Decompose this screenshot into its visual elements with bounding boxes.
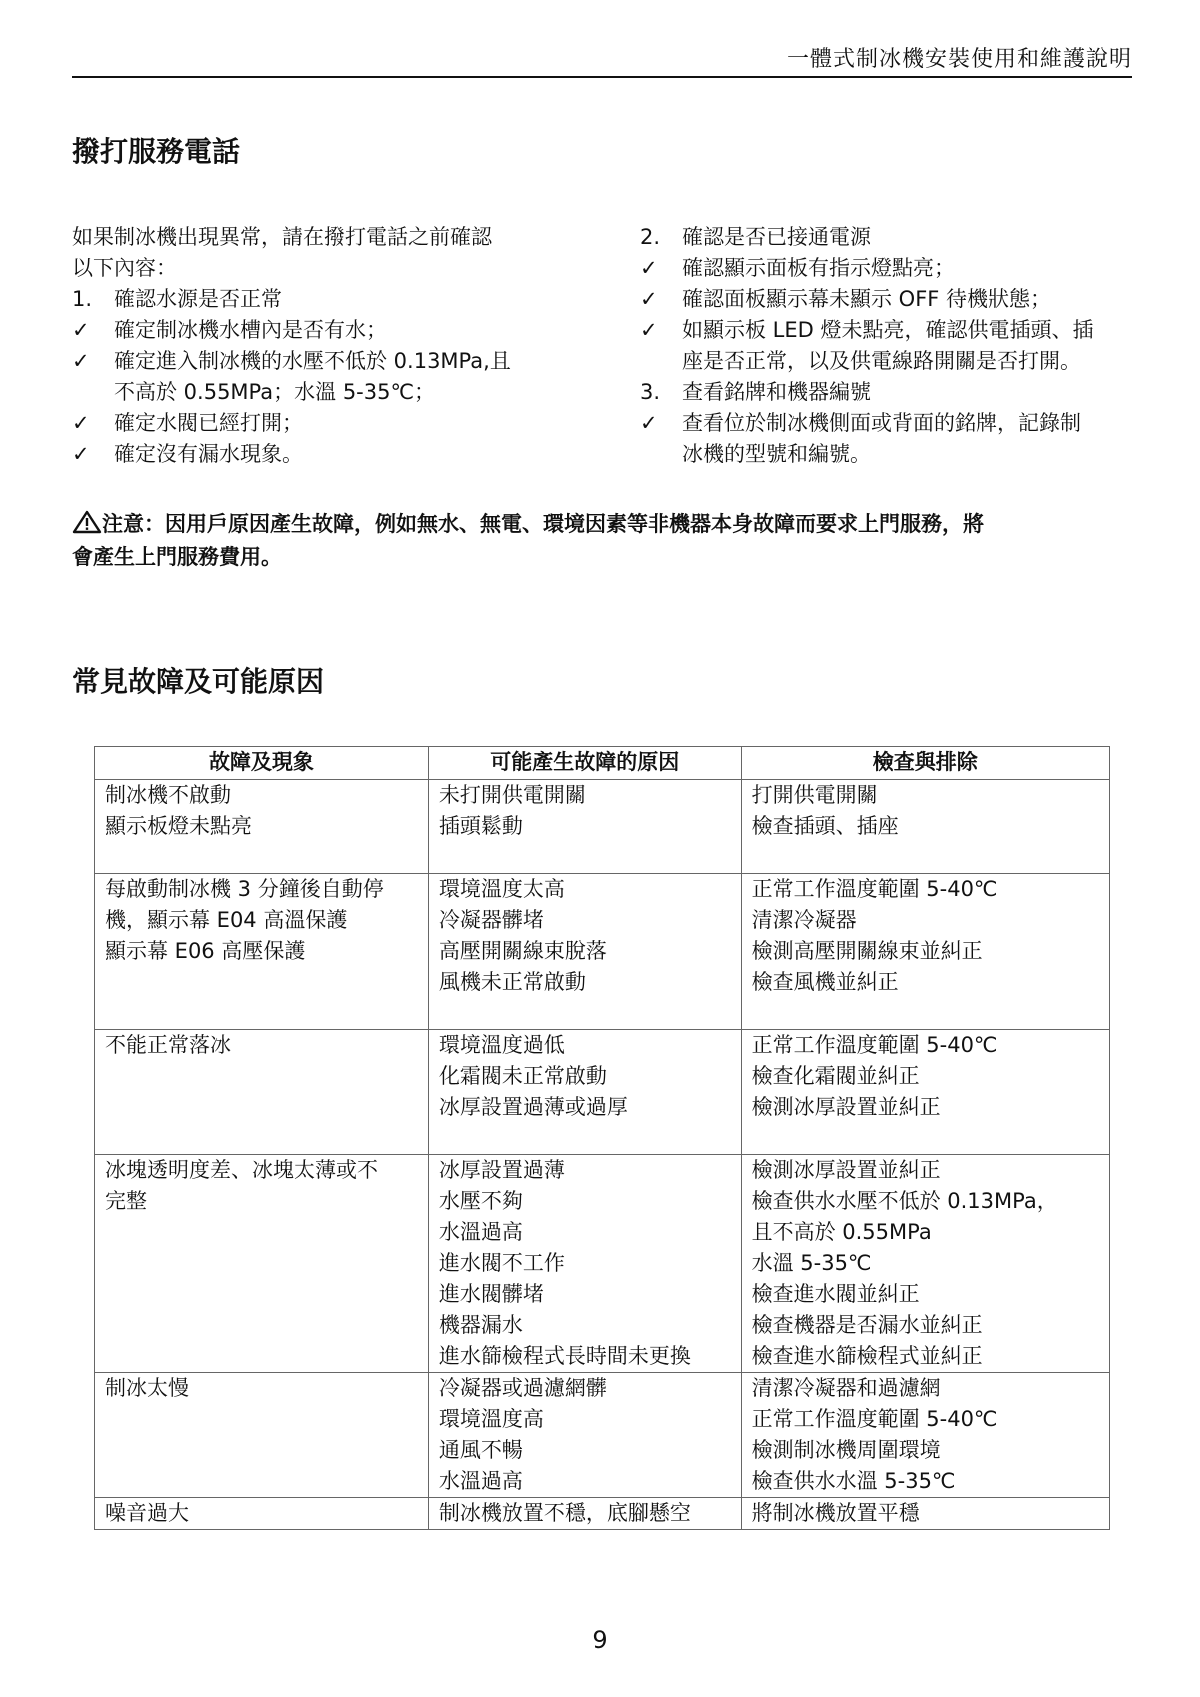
cell-line: 完整	[105, 1189, 147, 1213]
cell-line: 正常工作溫度範圍 5-40℃	[751, 877, 998, 901]
item-text: 冰機的型號和編號。	[682, 442, 871, 466]
cell-line: 檢測冰厚設置並糾正	[751, 1095, 941, 1119]
checkmark-icon: ✓	[72, 442, 90, 466]
check-item	[72, 346, 602, 377]
cell-line: 進水閥不工作	[438, 1251, 565, 1275]
causes-cell	[428, 874, 741, 1030]
fault-table	[94, 746, 1110, 1530]
cell-line: 風機未正常啟動	[438, 970, 586, 994]
cell-line: 制冰機不啟動	[105, 783, 231, 807]
fixes-cell	[741, 1373, 1109, 1498]
cell-line: 正常工作溫度範圍 5-40℃	[751, 1033, 998, 1057]
fixes-cell	[741, 1030, 1109, 1155]
service-checklist-left	[72, 222, 602, 470]
item-number: 2.	[640, 225, 661, 249]
cell-line: 未打開供電開關	[438, 783, 586, 807]
warning-triangle-icon	[72, 510, 102, 534]
cell-line: 不能正常落冰	[105, 1033, 231, 1057]
cell-line: 且不高於 0.55MPa	[751, 1220, 932, 1244]
check-item	[640, 284, 1150, 315]
cell-line: 每啟動制冰機 3 分鐘後自動停	[105, 877, 384, 901]
symptom-cell	[95, 1373, 429, 1498]
page-number: 9	[592, 1626, 608, 1654]
cell-line: 環境溫度過低	[438, 1033, 565, 1057]
check-item	[72, 439, 602, 470]
cell-line: 環境溫度高	[438, 1407, 544, 1431]
cell-line: 檢查供水水溫 5-35℃	[751, 1469, 956, 1493]
table-row	[95, 780, 1110, 874]
item-text: 確定進入制冰機的水壓不低於 0.13MPa,且	[114, 349, 511, 373]
check-item	[72, 408, 602, 439]
cell-line: 冷凝器髒堵	[438, 908, 544, 932]
cell-line: 檢查進水篩檢程式並糾正	[751, 1344, 983, 1368]
causes-cell	[428, 1498, 741, 1530]
cell-line: 檢查機器是否漏水並糾正	[751, 1313, 983, 1337]
table-row	[95, 874, 1110, 1030]
numbered-item	[72, 284, 602, 315]
symptom-cell	[95, 1155, 429, 1373]
cell-line: 機器漏水	[438, 1313, 523, 1337]
cell-line: 通風不暢	[438, 1438, 523, 1462]
header-title: 一體式制冰機安裝使用和維護說明	[786, 47, 1132, 72]
symptom-cell	[95, 780, 429, 874]
indent	[640, 439, 682, 470]
item-continuation	[640, 346, 1150, 377]
symptom-cell	[95, 1498, 429, 1530]
item-text: 不高於 0.55MPa；水溫 5-35℃；	[114, 380, 436, 404]
notice-line1: 注意：因用戶原因產生故障，例如無水、無電、環境因素等非機器本身故障而要求上門服務，將	[102, 512, 984, 536]
checkmark-icon: ✓	[640, 318, 658, 342]
cell-line: 環境溫度太高	[438, 877, 565, 901]
cell-line: 檢測高壓開關線束並糾正	[751, 939, 983, 963]
check-item	[640, 408, 1150, 439]
cell-line: 檢查供水水壓不低於 0.13MPa，	[751, 1189, 1058, 1213]
cell-line: 冰厚設置過薄或過厚	[438, 1095, 628, 1119]
fixes-cell	[741, 1498, 1109, 1530]
cell-line: 機，顯示幕 E04 高溫保護	[105, 908, 348, 932]
section-title-service-call: 撥打服務電話	[72, 135, 241, 168]
cell-line: 冷凝器或過濾網髒	[438, 1376, 607, 1400]
item-text: 確認面板顯示幕未顯示 OFF 待機狀態；	[682, 287, 1052, 311]
cell-line: 高壓開關線束脫落	[438, 939, 607, 963]
checkmark-icon: ✓	[640, 411, 658, 435]
item-text: 確認顯示面板有指示燈點亮；	[682, 256, 955, 280]
item-continuation	[640, 439, 1150, 470]
item-text: 確認是否已接通電源	[682, 225, 871, 249]
notice-line2: 會產生上門服務費用。	[72, 545, 282, 569]
check-item	[640, 253, 1150, 284]
cell-line: 水溫過高	[438, 1469, 523, 1493]
item-number: 1.	[72, 287, 93, 311]
item-text: 確定沒有漏水現象。	[114, 442, 303, 466]
fixes-cell	[741, 780, 1109, 874]
indent	[640, 346, 682, 377]
cell-line: 檢測制冰機周圍環境	[751, 1438, 941, 1462]
header-causes: 可能產生故障的原因	[428, 747, 741, 780]
cell-line: 正常工作溫度範圍 5-40℃	[751, 1407, 998, 1431]
cell-line: 進水篩檢程式長時間未更換	[438, 1344, 691, 1368]
service-fee-notice	[72, 508, 1142, 574]
checkmark-icon: ✓	[640, 287, 658, 311]
service-checklist-right	[640, 222, 1150, 470]
cell-line: 檢測冰厚設置並糾正	[751, 1158, 941, 1182]
header-rule	[72, 76, 1132, 78]
item-text: 座是否正常，以及供電線路開關是否打開。	[682, 349, 1081, 373]
cell-line: 進水閥髒堵	[438, 1282, 544, 1306]
fault-table-header-row	[95, 747, 1110, 780]
item-text: 確認水源是否正常	[114, 287, 282, 311]
checkmark-icon: ✓	[72, 318, 90, 342]
cell-line: 檢查進水閥並糾正	[751, 1282, 920, 1306]
causes-cell	[428, 1155, 741, 1373]
check-item	[72, 315, 602, 346]
section-title-common-faults: 常見故障及可能原因	[72, 665, 325, 698]
cell-line: 顯示板燈未點亮	[105, 814, 252, 838]
checkmark-icon: ✓	[640, 256, 658, 280]
causes-cell	[428, 780, 741, 874]
cell-line: 檢查插頭、插座	[751, 814, 899, 838]
cell-line: 化霜閥未正常啟動	[438, 1064, 607, 1088]
numbered-item	[640, 222, 1150, 253]
intro-text: 如果制冰機出現異常，請在撥打電話之前確認	[72, 225, 492, 249]
cell-line: 將制冰機放置平穩	[751, 1501, 920, 1525]
item-text: 查看位於制冰機側面或背面的銘牌，記錄制	[682, 411, 1081, 435]
fixes-cell	[741, 874, 1109, 1030]
item-text: 確定水閥已經打開；	[114, 411, 303, 435]
cell-line: 噪音過大	[105, 1501, 189, 1525]
cell-line: 清潔冷凝器	[751, 908, 857, 932]
cell-line: 制冰太慢	[105, 1376, 189, 1400]
table-row	[95, 1030, 1110, 1155]
check-item	[640, 315, 1150, 346]
fixes-cell	[741, 1155, 1109, 1373]
cell-line: 水溫 5-35℃	[751, 1251, 872, 1275]
cell-line: 插頭鬆動	[438, 814, 523, 838]
checkmark-icon: ✓	[72, 411, 90, 435]
item-text: 確定制冰機水槽內是否有水；	[114, 318, 387, 342]
symptom-cell	[95, 1030, 429, 1155]
cell-line: 顯示幕 E06 高壓保護	[105, 939, 306, 963]
cell-line: 冰厚設置過薄	[438, 1158, 565, 1182]
cell-line: 檢查風機並糾正	[751, 970, 899, 994]
cell-line: 水壓不夠	[438, 1189, 523, 1213]
table-row	[95, 1498, 1110, 1530]
item-continuation	[72, 377, 602, 408]
item-number: 3.	[640, 380, 661, 404]
indent	[72, 377, 114, 408]
checkmark-icon: ✓	[72, 349, 90, 373]
cell-line: 水溫過高	[438, 1220, 523, 1244]
header-symptom: 故障及現象	[95, 747, 429, 780]
causes-cell	[428, 1373, 741, 1498]
table-row	[95, 1155, 1110, 1373]
intro-text: 以下內容：	[72, 256, 177, 280]
cell-line: 清潔冷凝器和過濾網	[751, 1376, 941, 1400]
cell-line: 制冰機放置不穩，底腳懸空	[438, 1501, 691, 1525]
header-fixes: 檢查與排除	[741, 747, 1109, 780]
item-text: 如顯示板 LED 燈未點亮，確認供電插頭、插	[682, 318, 1094, 342]
cell-line: 冰塊透明度差、冰塊太薄或不	[105, 1158, 378, 1182]
cell-line: 打開供電開關	[751, 783, 878, 807]
symptom-cell	[95, 874, 429, 1030]
item-text: 查看銘牌和機器編號	[682, 380, 871, 404]
cell-line: 檢查化霜閥並糾正	[751, 1064, 920, 1088]
table-row	[95, 1373, 1110, 1498]
causes-cell	[428, 1030, 741, 1155]
numbered-item	[640, 377, 1150, 408]
